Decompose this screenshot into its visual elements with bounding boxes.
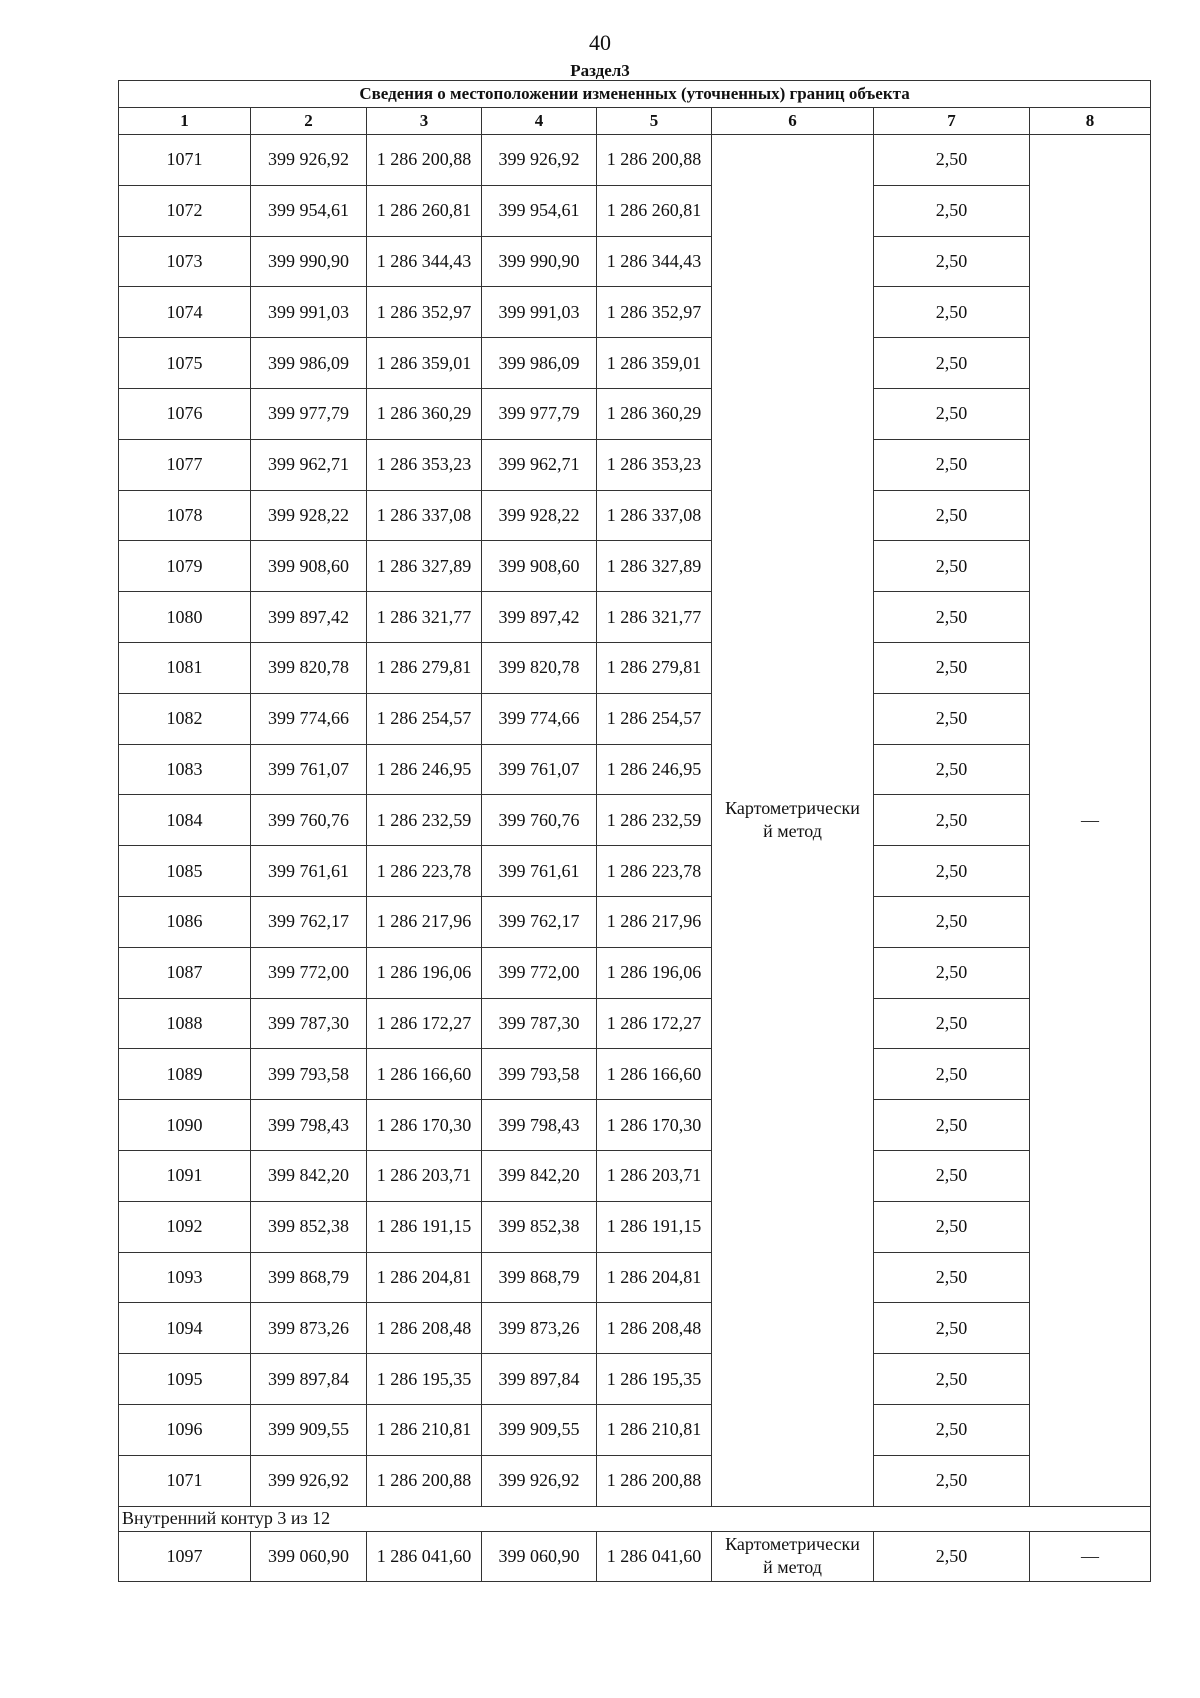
cell-y-old: 1 286 210,81 xyxy=(367,1404,482,1455)
cell-y-old: 1 286 166,60 xyxy=(367,1049,482,1100)
cell-point-number: 1094 xyxy=(119,1303,251,1354)
cell-point-number: 1085 xyxy=(119,846,251,897)
cell-y-old: 1 286 360,29 xyxy=(367,388,482,439)
cell-y-new: 1 286 344,43 xyxy=(597,236,712,287)
cell-accuracy: 2,50 xyxy=(874,592,1030,643)
cell-x-new: 399 060,90 xyxy=(482,1531,597,1581)
table-row xyxy=(119,490,1151,541)
cell-y-new: 1 286 041,60 xyxy=(597,1531,712,1581)
cell-accuracy: 2,50 xyxy=(874,896,1030,947)
cell-x-old: 399 761,61 xyxy=(251,846,367,897)
cell-y-new: 1 286 203,71 xyxy=(597,1150,712,1201)
inner-contour-label: Внутренний контур 3 из 12 xyxy=(119,1506,1151,1531)
cell-x-old: 399 060,90 xyxy=(251,1531,367,1581)
cell-accuracy: 2,50 xyxy=(874,846,1030,897)
cell-y-old: 1 286 254,57 xyxy=(367,693,482,744)
method-text-line-1: Картометрически xyxy=(725,1534,860,1555)
cell-accuracy: 2,50 xyxy=(874,1049,1030,1100)
cell-x-old: 399 986,09 xyxy=(251,338,367,389)
cell-x-old: 399 928,22 xyxy=(251,490,367,541)
cell-x-old: 399 977,79 xyxy=(251,388,367,439)
cell-y-new: 1 286 337,08 xyxy=(597,490,712,541)
cell-accuracy: 2,50 xyxy=(874,135,1030,186)
cell-y-old: 1 286 196,06 xyxy=(367,947,482,998)
cell-x-old: 399 926,92 xyxy=(251,1455,367,1506)
cell-x-new: 399 772,00 xyxy=(482,947,597,998)
cell-y-old: 1 286 195,35 xyxy=(367,1354,482,1405)
cell-y-old: 1 286 279,81 xyxy=(367,642,482,693)
column-header-8: 8 xyxy=(1030,108,1151,135)
cell-point-number: 1097 xyxy=(119,1531,251,1581)
table-row xyxy=(119,846,1151,897)
cell-y-new: 1 286 200,88 xyxy=(597,135,712,186)
cell-point-number: 1071 xyxy=(119,135,251,186)
cell-x-old: 399 774,66 xyxy=(251,693,367,744)
table-row xyxy=(119,1150,1151,1201)
cell-y-new: 1 286 279,81 xyxy=(597,642,712,693)
table-caption: Сведения о местоположении измененных (уточненных) границ объекта xyxy=(119,81,1151,108)
cell-y-new: 1 286 254,57 xyxy=(597,693,712,744)
cell-point-number: 1093 xyxy=(119,1252,251,1303)
cell-point-number: 1082 xyxy=(119,693,251,744)
method-cell xyxy=(712,135,874,1507)
cell-point-number: 1083 xyxy=(119,744,251,795)
column-header-3: 3 xyxy=(367,108,482,135)
cell-y-old: 1 286 200,88 xyxy=(367,135,482,186)
cell-y-new: 1 286 210,81 xyxy=(597,1404,712,1455)
cell-x-old: 399 787,30 xyxy=(251,998,367,1049)
cell-point-number: 1091 xyxy=(119,1150,251,1201)
cell-y-old: 1 286 204,81 xyxy=(367,1252,482,1303)
cell-accuracy: 2,50 xyxy=(874,1201,1030,1252)
table-row xyxy=(119,642,1151,693)
cell-point-number: 1090 xyxy=(119,1100,251,1151)
cell-y-old: 1 286 321,77 xyxy=(367,592,482,643)
table-row xyxy=(119,1404,1151,1455)
cell-x-new: 399 897,42 xyxy=(482,592,597,643)
cell-y-old: 1 286 344,43 xyxy=(367,236,482,287)
cell-x-old: 399 772,00 xyxy=(251,947,367,998)
cell-point-number: 1078 xyxy=(119,490,251,541)
cell-x-old: 399 761,07 xyxy=(251,744,367,795)
cell-y-new: 1 286 246,95 xyxy=(597,744,712,795)
method-text-line-1: Картометрически xyxy=(725,798,860,819)
cell-y-old: 1 286 337,08 xyxy=(367,490,482,541)
cell-x-old: 399 842,20 xyxy=(251,1150,367,1201)
cell-x-old: 399 897,84 xyxy=(251,1354,367,1405)
section-title: Раздел3 xyxy=(570,61,630,80)
cell-y-new: 1 286 360,29 xyxy=(597,388,712,439)
cell-point-number: 1073 xyxy=(119,236,251,287)
cell-x-new: 399 909,55 xyxy=(482,1404,597,1455)
cell-x-new: 399 977,79 xyxy=(482,388,597,439)
table-row xyxy=(119,592,1151,643)
cell-accuracy: 2,50 xyxy=(874,287,1030,338)
cell-x-new: 399 954,61 xyxy=(482,185,597,236)
table-row xyxy=(119,185,1151,236)
cell-x-old: 399 991,03 xyxy=(251,287,367,338)
cell-y-old: 1 286 359,01 xyxy=(367,338,482,389)
table-row xyxy=(119,338,1151,389)
cell-x-new: 399 762,17 xyxy=(482,896,597,947)
cell-x-new: 399 761,61 xyxy=(482,846,597,897)
cell-y-old: 1 286 200,88 xyxy=(367,1455,482,1506)
cell-x-old: 399 909,55 xyxy=(251,1404,367,1455)
cell-y-new: 1 286 196,06 xyxy=(597,947,712,998)
cell-x-new: 399 873,26 xyxy=(482,1303,597,1354)
cell-x-new: 399 842,20 xyxy=(482,1150,597,1201)
column-header-1: 1 xyxy=(119,108,251,135)
table-row xyxy=(119,287,1151,338)
cell-x-old: 399 760,76 xyxy=(251,795,367,846)
method-text-line-2: й метод xyxy=(763,1557,822,1578)
cell-accuracy: 2,50 xyxy=(874,541,1030,592)
table-row xyxy=(119,1049,1151,1100)
cell-x-new: 399 990,90 xyxy=(482,236,597,287)
table-row xyxy=(119,1252,1151,1303)
cell-y-new: 1 286 204,81 xyxy=(597,1252,712,1303)
inner-contour-row xyxy=(119,1506,1151,1531)
cell-point-number: 1086 xyxy=(119,896,251,947)
cell-y-new: 1 286 208,48 xyxy=(597,1303,712,1354)
cell-x-new: 399 774,66 xyxy=(482,693,597,744)
column-header-6: 6 xyxy=(712,108,874,135)
cell-x-old: 399 962,71 xyxy=(251,439,367,490)
cell-x-old: 399 793,58 xyxy=(251,1049,367,1100)
cell-accuracy: 2,50 xyxy=(874,1252,1030,1303)
table-row xyxy=(119,1303,1151,1354)
cell-y-new: 1 286 217,96 xyxy=(597,896,712,947)
cell-accuracy: 2,50 xyxy=(874,236,1030,287)
cell-y-new: 1 286 352,97 xyxy=(597,287,712,338)
table-row xyxy=(119,896,1151,947)
cell-accuracy: 2,50 xyxy=(874,1455,1030,1506)
cell-accuracy: 2,50 xyxy=(874,744,1030,795)
cell-x-old: 399 868,79 xyxy=(251,1252,367,1303)
cell-accuracy: 2,50 xyxy=(874,1531,1030,1581)
cell-point-number: 1096 xyxy=(119,1404,251,1455)
cell-point-number: 1076 xyxy=(119,388,251,439)
table-row xyxy=(119,1100,1151,1151)
cell-y-new: 1 286 170,30 xyxy=(597,1100,712,1151)
cell-x-old: 399 762,17 xyxy=(251,896,367,947)
cell-accuracy: 2,50 xyxy=(874,947,1030,998)
cell-y-old: 1 286 352,97 xyxy=(367,287,482,338)
cell-accuracy: 2,50 xyxy=(874,1404,1030,1455)
cell-y-old: 1 286 191,15 xyxy=(367,1201,482,1252)
column-header-2: 2 xyxy=(251,108,367,135)
cell-accuracy: 2,50 xyxy=(874,1354,1030,1405)
cell-y-old: 1 286 246,95 xyxy=(367,744,482,795)
cell-y-new: 1 286 223,78 xyxy=(597,846,712,897)
cell-y-old: 1 286 172,27 xyxy=(367,998,482,1049)
table-row xyxy=(119,541,1151,592)
cell-x-new: 399 760,76 xyxy=(482,795,597,846)
table-row xyxy=(119,439,1151,490)
cell-point-number: 1081 xyxy=(119,642,251,693)
cell-x-old: 399 798,43 xyxy=(251,1100,367,1151)
boundary-coordinates-table xyxy=(118,80,1151,1582)
cell-x-new: 399 926,92 xyxy=(482,1455,597,1506)
cell-x-old: 399 873,26 xyxy=(251,1303,367,1354)
cell-y-old: 1 286 170,30 xyxy=(367,1100,482,1151)
cell-x-old: 399 908,60 xyxy=(251,541,367,592)
cell-x-new: 399 926,92 xyxy=(482,135,597,186)
cell-x-new: 399 908,60 xyxy=(482,541,597,592)
cell-point-number: 1071 xyxy=(119,1455,251,1506)
cell-x-new: 399 991,03 xyxy=(482,287,597,338)
cell-accuracy: 2,50 xyxy=(874,1150,1030,1201)
table-row xyxy=(119,947,1151,998)
column-header-5: 5 xyxy=(597,108,712,135)
cell-point-number: 1080 xyxy=(119,592,251,643)
cell-y-new: 1 286 200,88 xyxy=(597,1455,712,1506)
table-row xyxy=(119,1455,1151,1506)
cell-y-new: 1 286 327,89 xyxy=(597,541,712,592)
cell-x-old: 399 852,38 xyxy=(251,1201,367,1252)
cell-accuracy: 2,50 xyxy=(874,185,1030,236)
table-row xyxy=(119,236,1151,287)
cell-point-number: 1072 xyxy=(119,185,251,236)
column-8-dash: — xyxy=(1030,135,1151,1507)
table-row xyxy=(119,1354,1151,1405)
cell-y-new: 1 286 321,77 xyxy=(597,592,712,643)
cell-point-number: 1074 xyxy=(119,287,251,338)
cell-x-new: 399 928,22 xyxy=(482,490,597,541)
cell-y-old: 1 286 327,89 xyxy=(367,541,482,592)
cell-x-new: 399 787,30 xyxy=(482,998,597,1049)
cell-point-number: 1095 xyxy=(119,1354,251,1405)
table-row xyxy=(119,998,1151,1049)
cell-y-new: 1 286 353,23 xyxy=(597,439,712,490)
cell-y-old: 1 286 232,59 xyxy=(367,795,482,846)
cell-point-number: 1087 xyxy=(119,947,251,998)
cell-y-old: 1 286 223,78 xyxy=(367,846,482,897)
cell-point-number: 1092 xyxy=(119,1201,251,1252)
cell-x-old: 399 990,90 xyxy=(251,236,367,287)
cell-x-old: 399 954,61 xyxy=(251,185,367,236)
cell-accuracy: 2,50 xyxy=(874,490,1030,541)
cell-point-number: 1089 xyxy=(119,1049,251,1100)
cell-accuracy: 2,50 xyxy=(874,693,1030,744)
cell-accuracy: 2,50 xyxy=(874,439,1030,490)
table-row xyxy=(119,1531,1151,1581)
cell-x-old: 399 820,78 xyxy=(251,642,367,693)
table-row xyxy=(119,693,1151,744)
cell-x-new: 399 897,84 xyxy=(482,1354,597,1405)
cell-accuracy: 2,50 xyxy=(874,1303,1030,1354)
column-8-dash: — xyxy=(1030,1531,1151,1581)
cell-x-new: 399 793,58 xyxy=(482,1049,597,1100)
table-row xyxy=(119,388,1151,439)
column-header-row xyxy=(119,108,1151,135)
cell-x-new: 399 852,38 xyxy=(482,1201,597,1252)
cell-y-old: 1 286 203,71 xyxy=(367,1150,482,1201)
cell-x-new: 399 962,71 xyxy=(482,439,597,490)
cell-x-old: 399 926,92 xyxy=(251,135,367,186)
cell-point-number: 1075 xyxy=(119,338,251,389)
cell-accuracy: 2,50 xyxy=(874,338,1030,389)
cell-accuracy: 2,50 xyxy=(874,1100,1030,1151)
cell-y-new: 1 286 172,27 xyxy=(597,998,712,1049)
cell-accuracy: 2,50 xyxy=(874,642,1030,693)
cell-x-old: 399 897,42 xyxy=(251,592,367,643)
cell-point-number: 1077 xyxy=(119,439,251,490)
cell-y-new: 1 286 166,60 xyxy=(597,1049,712,1100)
cell-y-old: 1 286 208,48 xyxy=(367,1303,482,1354)
method-text-line-2: й метод xyxy=(763,821,822,842)
table-row xyxy=(119,744,1151,795)
cell-accuracy: 2,50 xyxy=(874,795,1030,846)
cell-accuracy: 2,50 xyxy=(874,388,1030,439)
cell-x-new: 399 820,78 xyxy=(482,642,597,693)
cell-point-number: 1088 xyxy=(119,998,251,1049)
cell-y-old: 1 286 353,23 xyxy=(367,439,482,490)
cell-y-old: 1 286 041,60 xyxy=(367,1531,482,1581)
cell-y-new: 1 286 191,15 xyxy=(597,1201,712,1252)
cell-point-number: 1079 xyxy=(119,541,251,592)
table-row xyxy=(119,1201,1151,1252)
cell-y-new: 1 286 260,81 xyxy=(597,185,712,236)
cell-y-old: 1 286 260,81 xyxy=(367,185,482,236)
cell-y-new: 1 286 232,59 xyxy=(597,795,712,846)
cell-y-new: 1 286 359,01 xyxy=(597,338,712,389)
cell-accuracy: 2,50 xyxy=(874,998,1030,1049)
column-header-4: 4 xyxy=(482,108,597,135)
table-row xyxy=(119,135,1151,186)
page-number: 40 xyxy=(589,30,611,55)
cell-x-new: 399 868,79 xyxy=(482,1252,597,1303)
cell-x-new: 399 798,43 xyxy=(482,1100,597,1151)
cell-x-new: 399 761,07 xyxy=(482,744,597,795)
method-cell xyxy=(712,1531,874,1581)
table-row xyxy=(119,795,1151,846)
cell-y-new: 1 286 195,35 xyxy=(597,1354,712,1405)
column-header-7: 7 xyxy=(874,108,1030,135)
cell-point-number: 1084 xyxy=(119,795,251,846)
cell-y-old: 1 286 217,96 xyxy=(367,896,482,947)
cell-x-new: 399 986,09 xyxy=(482,338,597,389)
